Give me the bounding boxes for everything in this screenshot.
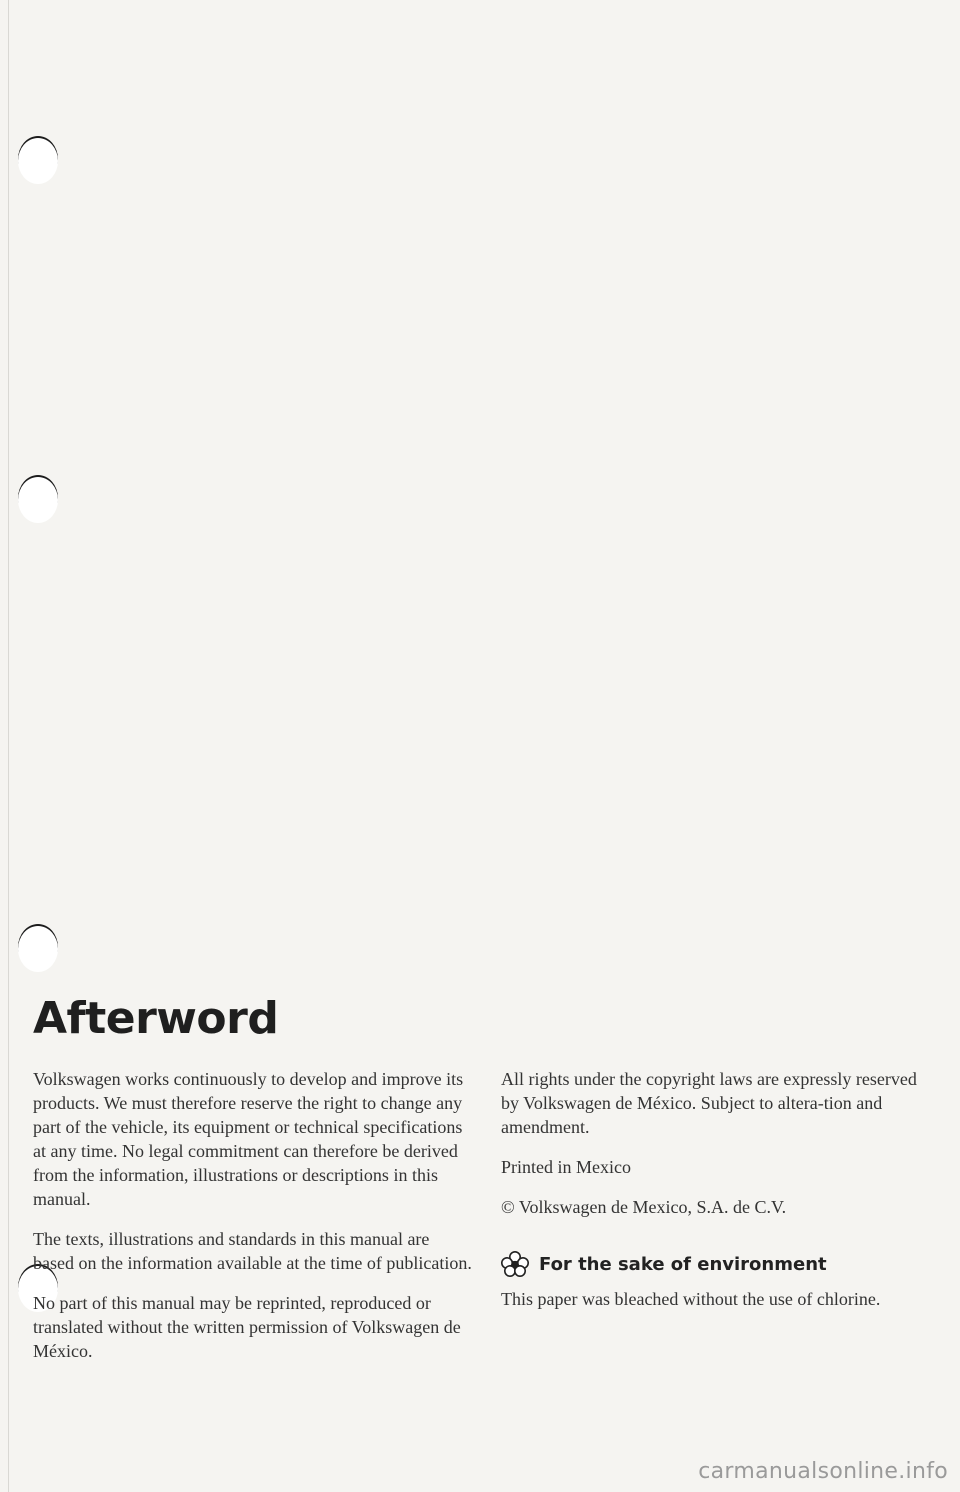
- right-column: [501, 1067, 921, 1327]
- punch-hole-2: [18, 477, 58, 523]
- paragraph-publication-basis: The texts, illustrations and standards in this manual are based on the information available at the time of publication.: [33, 1229, 472, 1273]
- paragraph-copyright: All rights under the copyright laws are expressly reserved by Volkswagen de México. Subject to altera-tion and amendment.: [501, 1069, 917, 1137]
- environment-title: For the sake of environment: [539, 1253, 827, 1275]
- page-edge: [8, 0, 9, 1492]
- punch-hole-1: [18, 138, 58, 184]
- paragraph-reprint-permission: No part of this manual may be reprinted, reproduced or translated without the written permission of Volkswagen de México.: [33, 1293, 461, 1361]
- paragraph-environment: This paper was bleached without the use of chlorine.: [501, 1289, 881, 1309]
- paragraph-copyright-holder: © Volkswagen de Mexico, S.A. de C.V.: [501, 1197, 787, 1217]
- left-column: [33, 1067, 473, 1379]
- paragraph-product-changes: Volkswagen works continuously to develop and improve its products. We must therefore reserve the right to change any part of the vehicle, its equipment or technical specifications at any time. No legal commitment can therefore be derived from the information, illustrations or descriptions in this manual.: [33, 1069, 464, 1209]
- page-title: Afterword: [33, 993, 279, 1044]
- environment-heading: [501, 1251, 921, 1277]
- flower-icon: [501, 1251, 529, 1277]
- watermark-text: carmanualsonline.info: [698, 1459, 948, 1484]
- paragraph-printed-in: Printed in Mexico: [501, 1157, 631, 1177]
- punch-hole-3: [18, 926, 58, 972]
